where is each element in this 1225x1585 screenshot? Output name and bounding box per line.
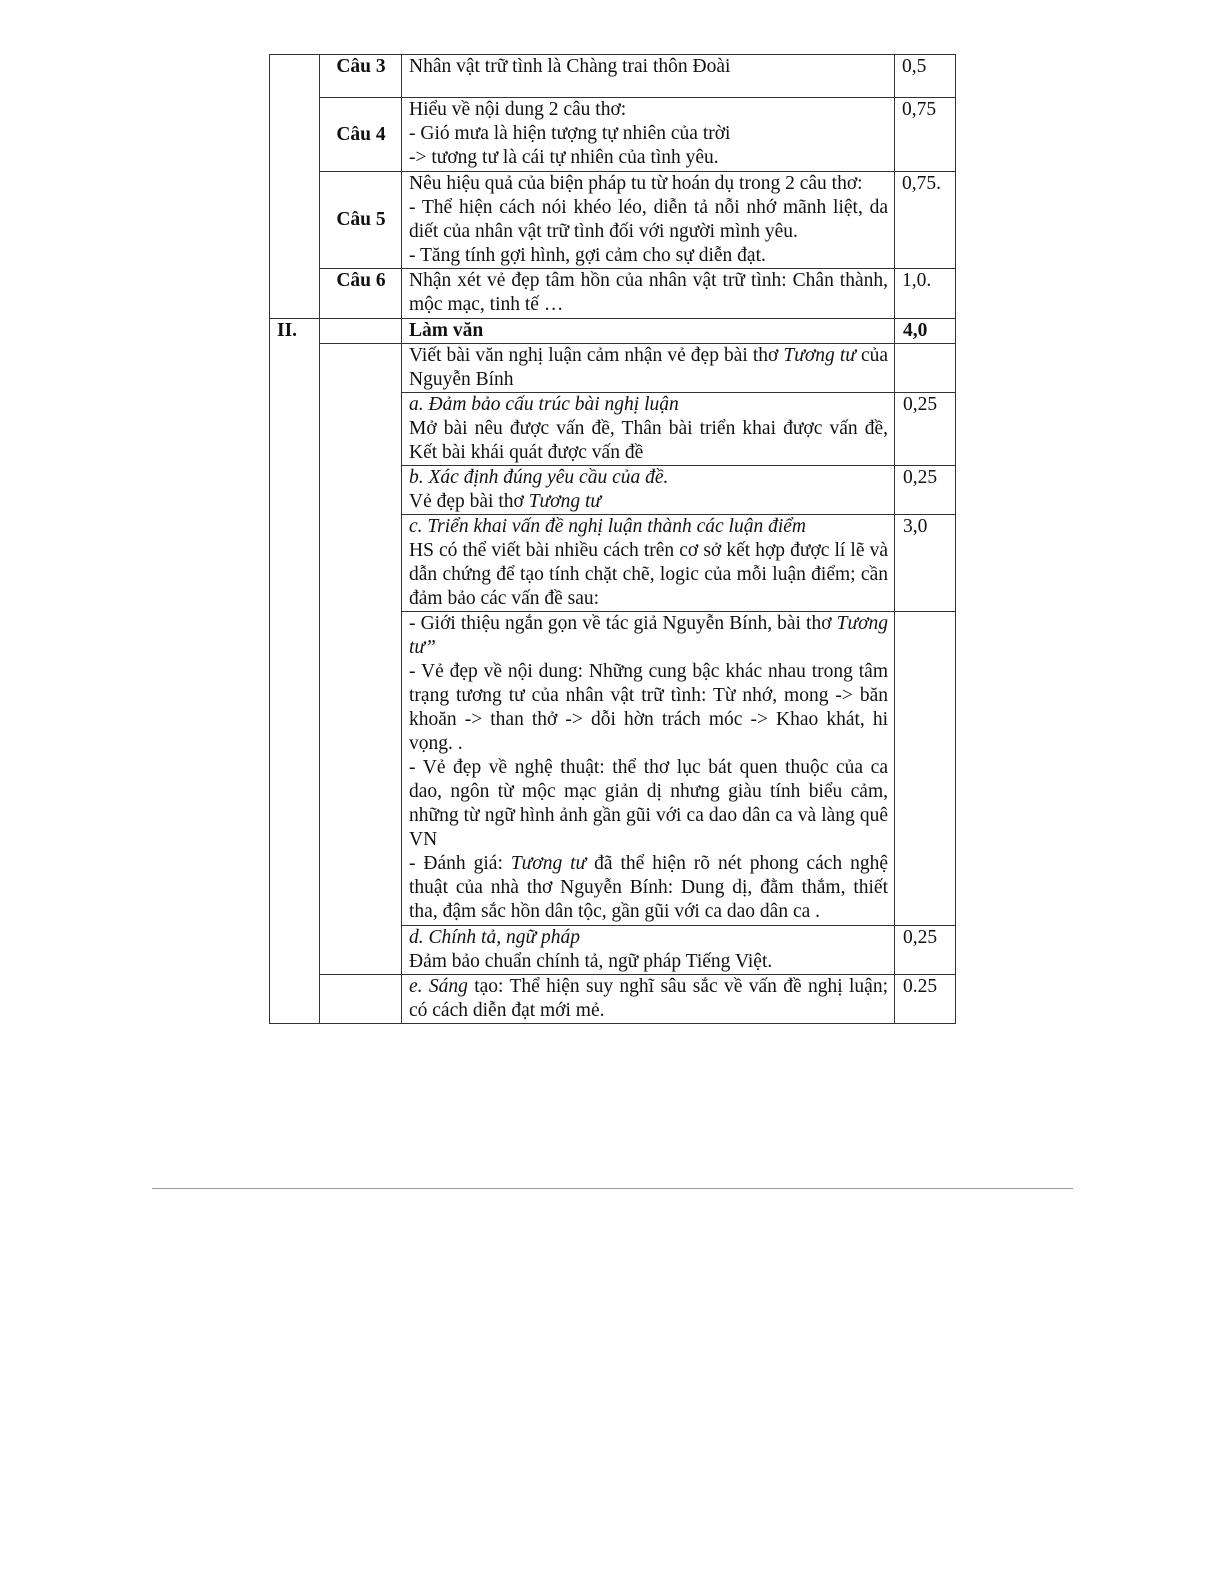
point-art: - Vẻ đẹp về nghệ thuật: thể thơ lục bát quen thuộc của ca dao, ngôn từ mộc mạc giản dị nhưng giàu tính biểu cảm, những từ ngữ hình ảnh gần gũi với ca dao dân ca và làng quê VN	[409, 757, 888, 850]
answer-content: Nhân vật trữ tình là Chàng trai thôn Đoài	[402, 55, 895, 98]
criterion-body	[409, 490, 888, 514]
criterion-content	[402, 466, 895, 515]
score-value: 0.25	[895, 975, 956, 1024]
criterion-content	[402, 393, 895, 466]
answer-content	[402, 98, 895, 172]
essay-prompt	[402, 344, 895, 393]
page-divider	[152, 1188, 1073, 1189]
score-empty	[895, 612, 956, 926]
score-empty	[895, 344, 956, 393]
score-value: 1,0.	[895, 269, 956, 319]
criterion-heading: e. Sáng	[409, 976, 468, 997]
score-value: 0,25	[895, 393, 956, 466]
answer-content: Nhận xét vẻ đẹp tâm hồn của nhân vật trữ tình: Chân thành, mộc mạc, tinh tế …	[402, 269, 895, 319]
criterion-content	[402, 975, 895, 1024]
criterion-heading: d. Chính tả, ngữ pháp	[409, 927, 580, 948]
score-value: 3,0	[895, 515, 956, 612]
poem-title: Tương tư	[528, 491, 602, 512]
point-text: - Giới thiệu ngắn gọn về tác giả Nguyễn Bính, bài thơ	[409, 613, 837, 634]
poem-title: Tương tư”	[409, 613, 888, 658]
score-value: 0,75.	[895, 172, 956, 269]
score-value: 4,0	[895, 319, 956, 344]
prompt-text: Viết bài văn nghị luận cảm nhận vẻ đẹp bài thơ	[409, 345, 784, 366]
score-value: 0,25	[895, 926, 956, 975]
row-cau-4	[270, 98, 956, 172]
criterion-body: Mở bài nêu được vấn đề, Thân bài triển khai được vấn đề, Kết bài khái quát được vấn đề	[409, 418, 888, 463]
question-cell-empty	[320, 975, 402, 1024]
criterion-body: tạo: Thể hiện suy nghĩ sâu sắc về vấn đề nghị luận; có cách diễn đạt mới mẻ.	[409, 976, 888, 1021]
key-points	[402, 612, 895, 926]
question-label: Câu 4	[320, 98, 402, 172]
row-cau-6	[270, 269, 956, 319]
answer-line: -> tương tư là cái tự nhiên của tình yêu.	[409, 147, 719, 168]
point-text: đã thể hiện rõ nét phong cách nghệ thuật của nhà thơ Nguyễn Bính: Dung dị, đằm thắm, thiết tha, đậm sắc hồn dân tộc, gần gũi với ca dao dân ca .	[409, 853, 888, 922]
row-part-2	[270, 319, 956, 344]
poem-title: Tương tư	[783, 345, 856, 366]
part-cell-empty	[270, 55, 320, 319]
score-value: 0,25	[895, 466, 956, 515]
prompt-text: của Nguyễn Bính	[409, 345, 888, 390]
answer-line: - Thể hiện cách nói khéo léo, diễn tả nỗi nhớ mãnh liệt, da diết của nhân vật trữ tình đối với người mình yêu.	[409, 197, 888, 242]
criterion-text: Vẻ đẹp bài thơ	[409, 491, 529, 512]
score-value: 0,5	[895, 55, 956, 98]
question-label: Câu 3	[320, 55, 402, 98]
criterion-heading: a. Đảm bảo cấu trúc bài nghị luận	[409, 394, 679, 415]
criterion-body: Đảm bảo chuẩn chính tả, ngữ pháp Tiếng Việt.	[409, 951, 773, 972]
row-cau-3	[270, 55, 956, 98]
point-intro	[409, 612, 888, 660]
point-text: - Đánh giá:	[409, 853, 511, 874]
section-title: Làm văn	[402, 319, 895, 344]
question-cell-empty	[320, 344, 402, 975]
criterion-content	[402, 515, 895, 612]
row-criterion-e	[270, 975, 956, 1024]
criterion-body: HS có thể viết bài nhiều cách trên cơ sở kết hợp được lí lẽ và dẫn chứng để tạo tính chặt chẽ, logic của mỗi luận điểm; cần đảm bảo các vấn đề sau:	[409, 540, 888, 609]
criterion-heading: b. Xác định đúng yêu cầu của đề.	[409, 467, 669, 488]
question-label: Câu 6	[320, 269, 402, 319]
point-evaluation	[409, 852, 888, 924]
answer-key-table	[269, 54, 956, 1024]
poem-title: Tương tư	[510, 853, 587, 874]
criterion-heading: c. Triển khai vấn đề nghị luận thành các luận điểm	[409, 516, 806, 537]
answer-line: - Tăng tính gợi hình, gợi cảm cho sự diễn đạt.	[409, 245, 766, 266]
row-cau-5	[270, 172, 956, 269]
row-prompt	[270, 344, 956, 393]
score-value: 0,75	[895, 98, 956, 172]
part-label: II.	[270, 319, 320, 1024]
criterion-content	[402, 926, 895, 975]
question-cell-empty	[320, 319, 402, 344]
answer-line: Nêu hiệu quả của biện pháp tu từ hoán dụ trong 2 câu thơ:	[409, 173, 863, 194]
answer-line: Hiểu về nội dung 2 câu thơ:	[409, 99, 627, 120]
question-label: Câu 5	[320, 172, 402, 269]
answer-line: - Gió mưa là hiện tượng tự nhiên của trời	[409, 123, 731, 144]
answer-content	[402, 172, 895, 269]
point-content: - Vẻ đẹp về nội dung: Những cung bậc khác nhau trong tâm trạng tương tư của nhân vật trữ tình: Từ nhớ, mong -> băn khoăn -> than thở -> dỗi hờn trách móc -> Khao khát, hi vọng. .	[409, 661, 888, 754]
